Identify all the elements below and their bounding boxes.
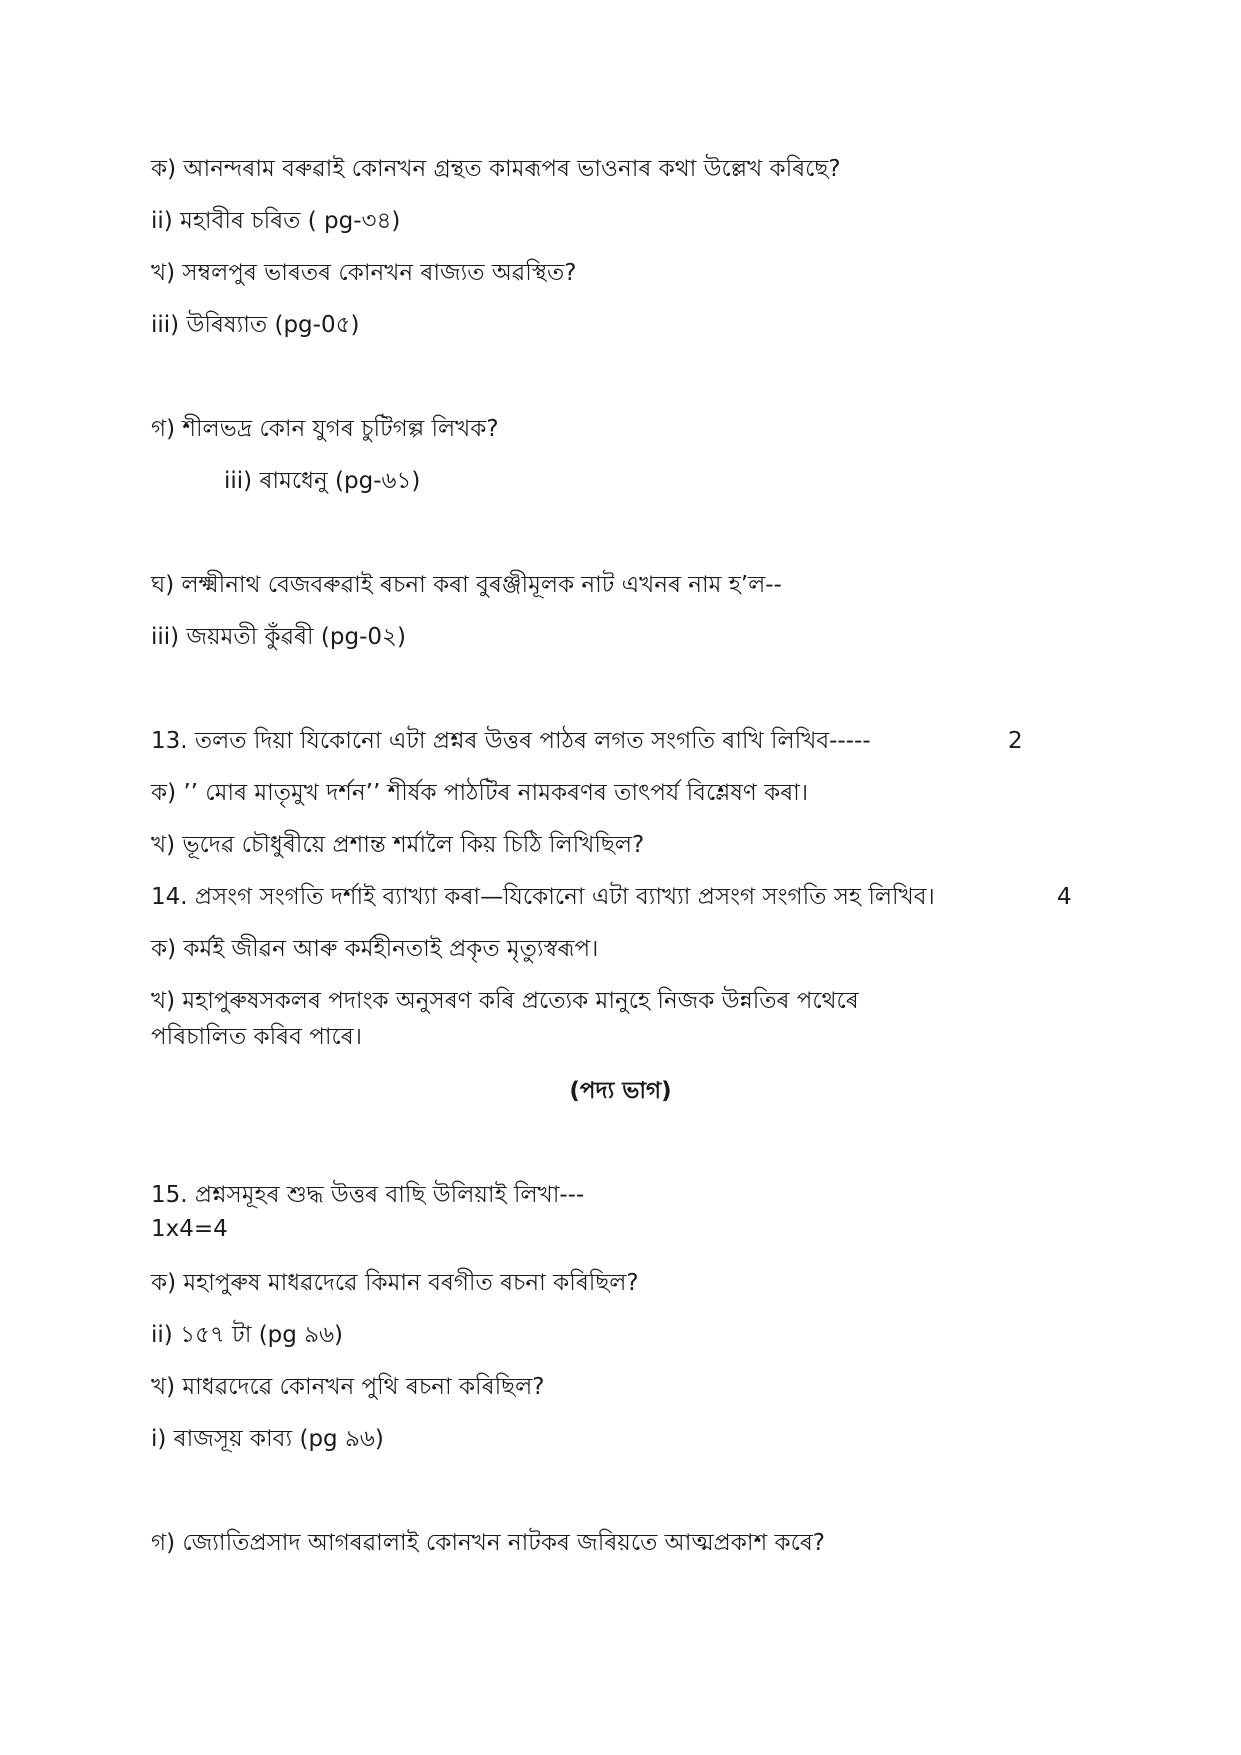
question-ga: গ) শীলভদ্ৰ কোন যুগৰ চুটিগল্প লিখক?: [151, 416, 499, 442]
question-gha: ঘ) লক্ষ্মীনাথ বেজবৰুৱাই ৰচনা কৰা বুৰঞ্জীমূলক নাট এখনৰ নাম হ’ল--: [151, 572, 782, 598]
answer-gha: iii) জয়মতী কুঁৱৰী (pg-0২): [151, 624, 406, 650]
question-14: 14. প্ৰসংগ সংগতি দৰ্শাই ব্যাখ্যা কৰা—যিকোনো এটা ব্যাখ্যা প্ৰসংগ সংগতি সহ লিখিব।: [151, 884, 935, 910]
answer-ka: ii) মহাবীৰ চৰিত ( pg-৩৪): [151, 208, 401, 234]
question-13-ka: ক) ’’ মোৰ মাতৃমুখ দৰ্শন’’ শীৰ্ষক পাঠটিৰ নামকৰণৰ তাৎপৰ্য বিশ্লেষণ কৰা।: [151, 780, 809, 806]
question-15-marks: 1x4=4: [151, 1216, 228, 1242]
question-14-kha-line2: পৰিচালিত কৰিব পাৰে।: [151, 1024, 362, 1050]
poetry-section-heading: (পদ্য ভাগ): [569, 1078, 672, 1104]
question-14-marks: 4: [1057, 884, 1072, 910]
question-15-kha: খ) মাধৱদেৱে কোনখন পুথি ৰচনা কৰিছিল?: [151, 1374, 545, 1400]
question-13: 13. তলত দিয়া যিকোনো এটা প্ৰশ্নৰ উত্তৰ পাঠৰ লগত সংগতি ৰাখি লিখিব-----: [151, 728, 871, 754]
answer-ga: iii) ৰামধেনু (pg-৬১): [224, 468, 421, 494]
question-kha: খ) সম্বলপুৰ ভাৰতৰ কোনখন ৰাজ্যত অৱস্থিত?: [151, 260, 577, 286]
answer-kha: iii) উৰিষ্যাত (pg-0৫): [151, 312, 360, 338]
question-15-ka: ক) মহাপুৰুষ মাধৱদেৱে কিমান বৰগীত ৰচনা কৰিছিল?: [151, 1270, 639, 1296]
answer-15-kha: i) ৰাজসূয় কাব্য (pg ৯৬): [151, 1426, 384, 1452]
question-13-kha: খ) ভূদেৱ চৌধুৰীয়ে প্ৰশান্ত শৰ্মালৈ কিয় চিঠি লিখিছিল?: [151, 832, 645, 858]
question-13-marks: 2: [1008, 728, 1023, 754]
question-15-ga: গ) জ্যোতিপ্ৰসাদ আগৰৱালাই কোনখন নাটকৰ জৰিয়তে আত্মপ্ৰকাশ কৰে?: [151, 1530, 825, 1556]
answer-15-ka: ii) ১৫৭ টা (pg ৯৬): [151, 1322, 344, 1348]
question-15: 15. প্ৰশ্নসমূহৰ শুদ্ধ উত্তৰ বাছি উলিয়াই লিখা---: [151, 1182, 585, 1208]
question-14-kha-line1: খ) মহাপুৰুষসকলৰ পদাংক অনুসৰণ কৰি প্ৰত্যেক মানুহে নিজক উন্নতিৰ পথেৰে: [151, 988, 859, 1014]
question-ka: ক) আনন্দৰাম বৰুৱাই কোনখন গ্ৰন্থত কামৰূপৰ ভাওনাৰ কথা উল্লেখ কৰিছে?: [151, 156, 841, 182]
question-14-ka: ক) কৰ্মই জীৱন আৰু কৰ্মহীনতাই প্ৰকৃত মৃত্যুস্বৰূপ।: [151, 936, 599, 962]
